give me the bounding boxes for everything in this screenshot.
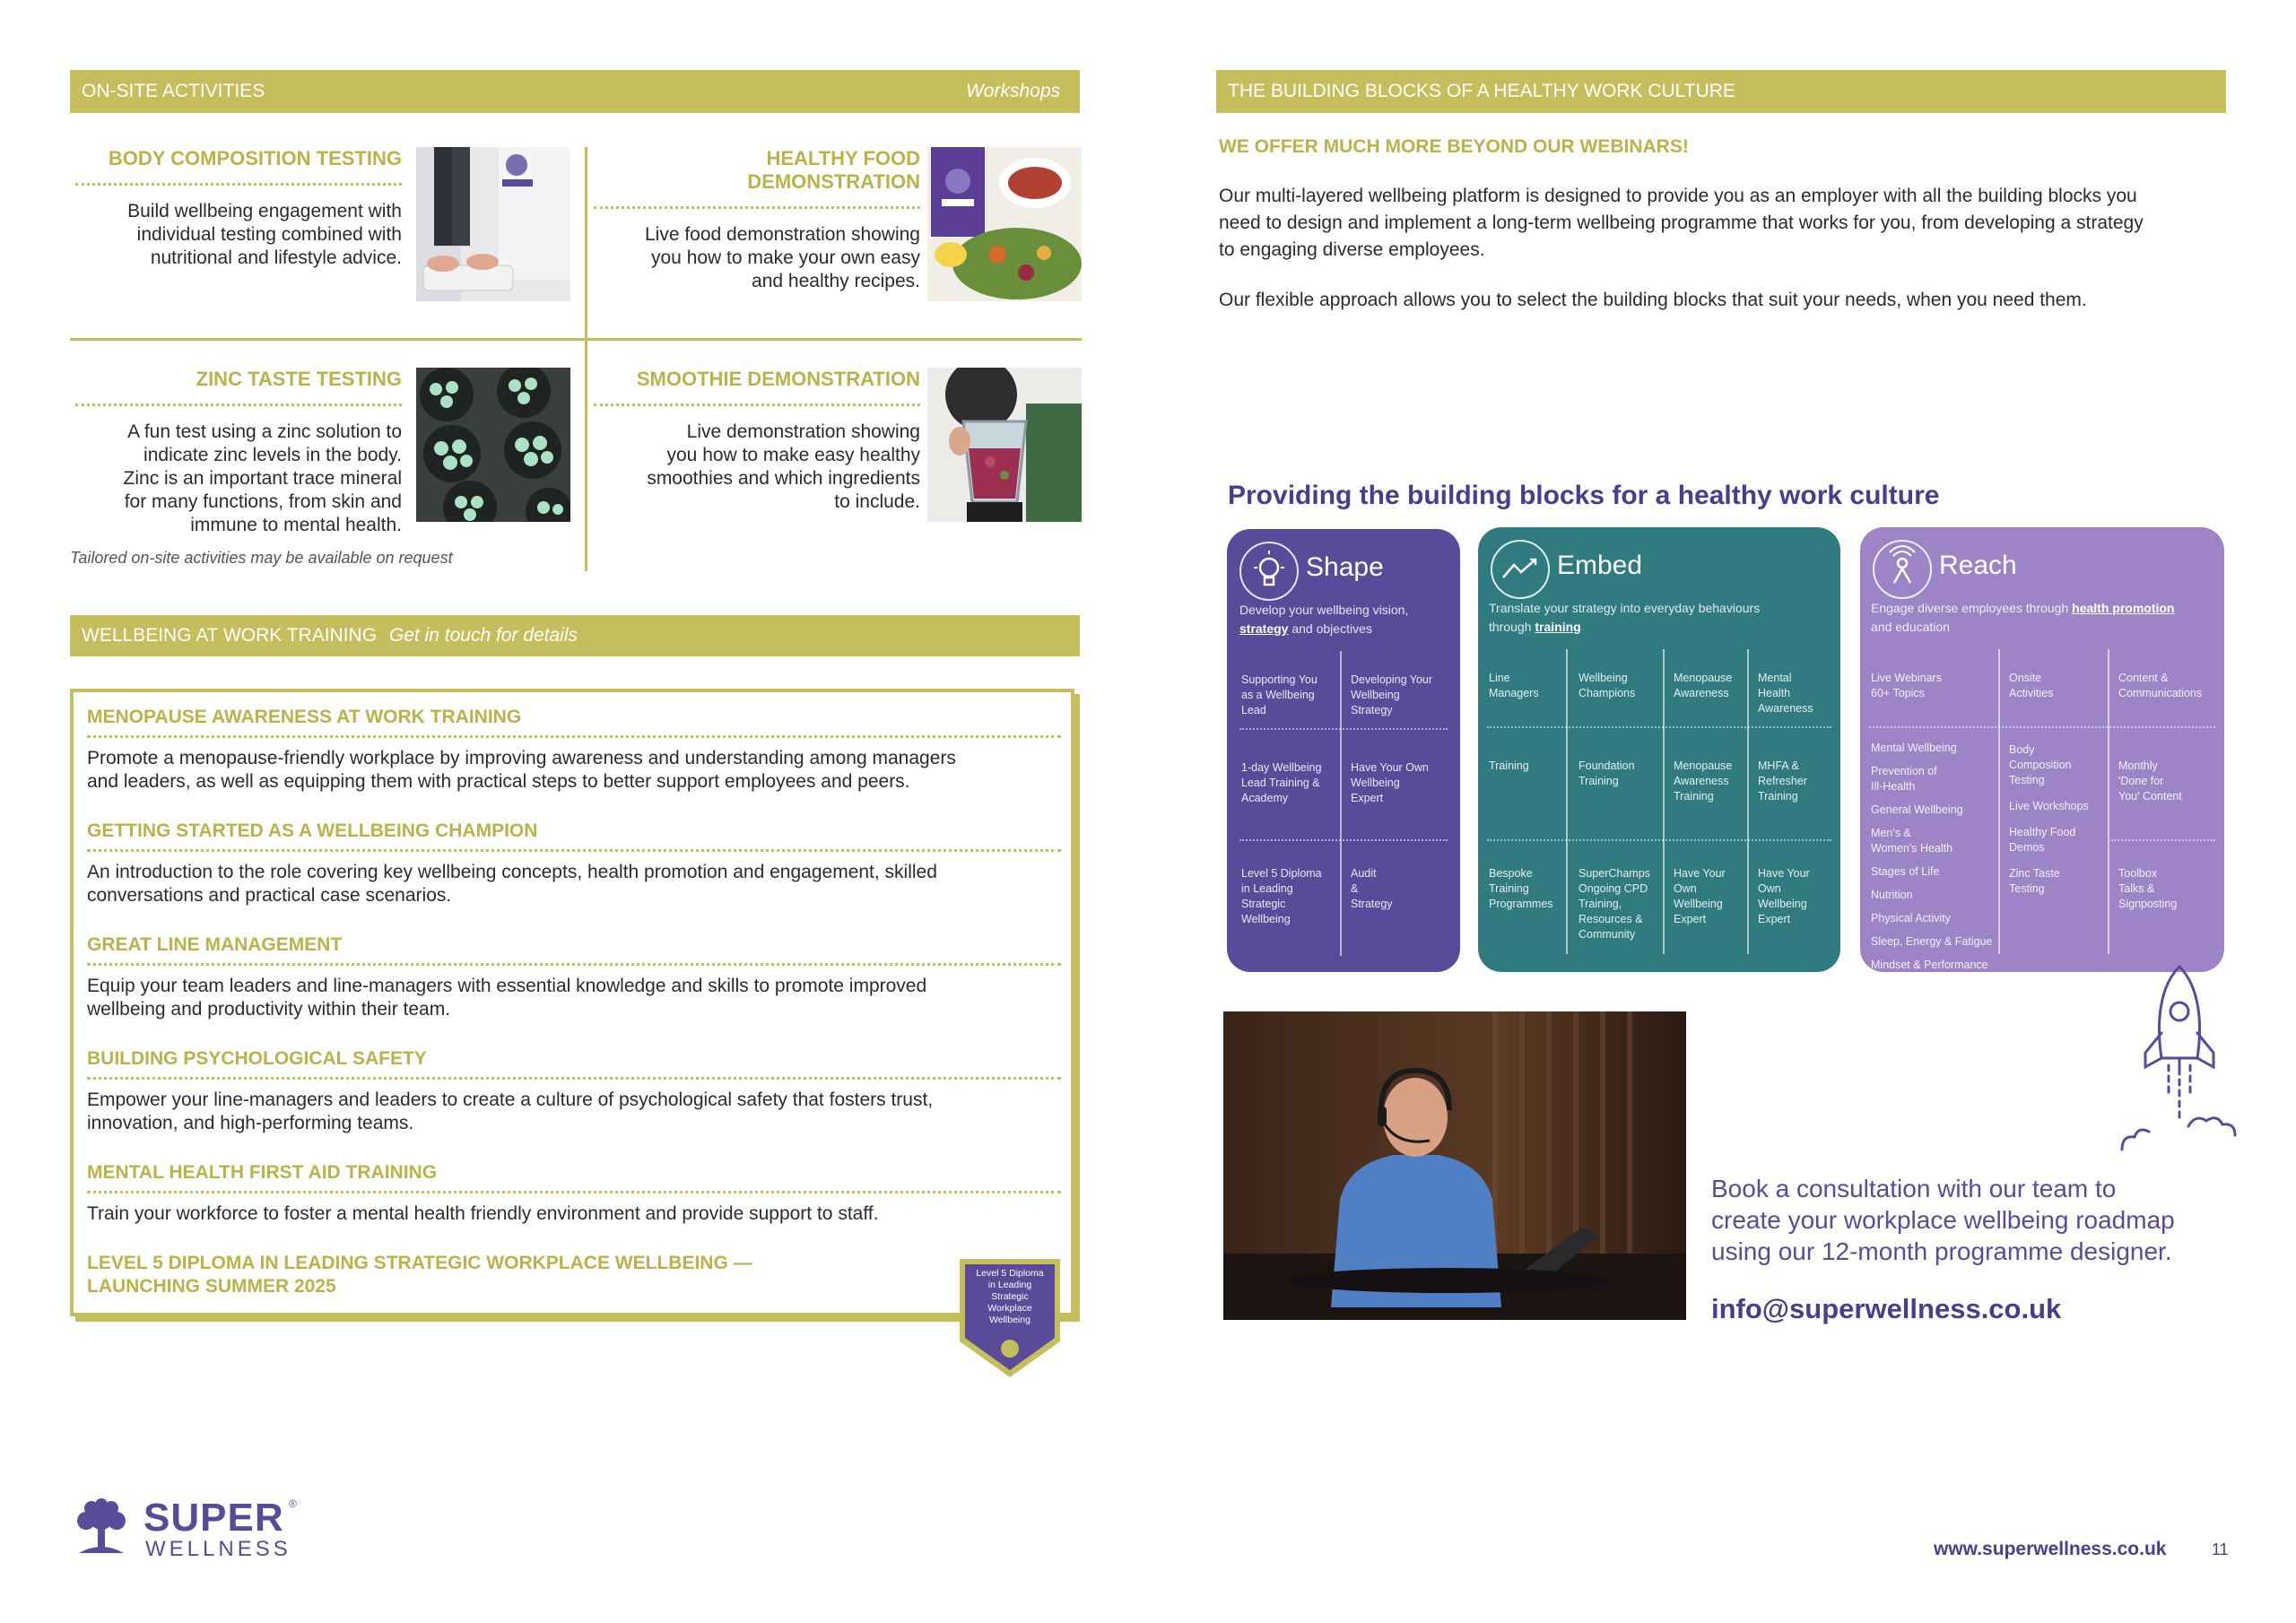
shape-title: Shape — [1306, 552, 1384, 582]
training-item-mhfa — [87, 1162, 1061, 1252]
reach-card — [1860, 527, 2224, 972]
reach-onsite: Live Workshops — [2009, 800, 2089, 812]
training-title: GETTING STARTED AS A WELLBEING CHAMPION — [87, 820, 538, 841]
shape-cell: 1-day Wellbeing Lead Training & Academy — [1241, 761, 1322, 804]
footer-url[interactable]: www.superwellness.co.uk — [1934, 1539, 2167, 1559]
dotted-rule — [87, 1191, 1061, 1193]
lightbulb-icon — [1239, 542, 1299, 601]
training-title: GREAT LINE MANAGEMENT — [87, 934, 343, 955]
reach-topic: Mental Wellbeing — [1871, 742, 1957, 754]
body-composition-photo — [416, 147, 570, 301]
shape-cell: Have Your Own Wellbeing Expert — [1351, 761, 1429, 804]
logo-wellness: WELLNESS — [145, 1537, 291, 1561]
training-title: BUILDING PSYCHOLOGICAL SAFETY — [87, 1048, 427, 1069]
dotted-rule — [87, 735, 1061, 738]
activity-title: BODY COMPOSITION TESTING — [108, 147, 402, 169]
superwellness-logo — [70, 1496, 303, 1562]
activity-smoothie — [594, 368, 920, 514]
training-list — [87, 707, 1061, 1298]
activity-text: Live demonstration showing you how to make easy healthy smoothies and which ingredients to include. — [647, 421, 920, 512]
onsite-note: Tailored on-site activities may be available on request — [70, 549, 453, 567]
embed-cell: MHFA & Refresher Training — [1758, 759, 1807, 803]
level5-badge — [956, 1255, 1064, 1381]
email-link[interactable]: info@superwellness.co.uk — [1711, 1293, 2062, 1324]
activity-title: SMOOTHIE DEMONSTRATION — [636, 368, 920, 390]
level5-diploma-title: LEVEL 5 DIPLOMA IN LEADING STRATEGIC WORKPLACE WELLBEING — LAUNCHING SUMMER 2025 — [87, 1253, 752, 1297]
building-blocks-header: THE BUILDING BLOCKS OF A HEALTHY WORK CULTURE — [1216, 70, 2226, 113]
training-text: An introduction to the role covering key wellbeing concepts, health promotion and engagement, skilled conversations and practical case scenarios. — [87, 862, 937, 906]
reach-title: Reach — [1939, 551, 2017, 580]
reach-onsite: Zinc Taste Testing — [2009, 867, 2060, 895]
reach-topic: Sleep, Energy & Fatigue — [1871, 935, 1993, 948]
reach-onsite-column — [2009, 742, 2102, 897]
training-header — [70, 615, 1080, 656]
training-text: Empower your line-managers and leaders to create a culture of psychological safety that fosters trust, innovation, and high-performing teams. — [87, 1089, 934, 1133]
reach-topic: Mindset & Performance — [1871, 959, 1988, 971]
embed-cell: Foundation Training — [1578, 759, 1635, 787]
shape-cell: Audit & Strategy — [1351, 867, 1393, 910]
training-title: MENOPAUSE AWARENESS AT WORK TRAINING — [87, 707, 522, 727]
embed-cell: Have Your Own Wellbeing Expert — [1758, 867, 1810, 925]
embed-title: Embed — [1557, 551, 1643, 580]
growth-chart-icon — [1491, 540, 1550, 599]
reach-onsite: Body Composition Testing — [2009, 743, 2072, 786]
dotted-rule — [87, 849, 1061, 852]
zinc-test-photo — [416, 368, 570, 522]
onsite-header-title: ON-SITE ACTIVITIES — [82, 81, 265, 101]
shape-card — [1227, 529, 1460, 972]
reach-topic: Men's & Women's Health — [1871, 827, 1953, 855]
onsite-activities-header — [70, 70, 1080, 113]
rocket-icon — [2117, 959, 2242, 1157]
training-text: Promote a menopause-friendly workplace by improving awareness and understanding among managers and leaders, as well as equipping them with practical steps to better support employees and peers. — [87, 748, 956, 792]
activity-body-composition — [75, 147, 402, 270]
reach-topic: Physical Activity — [1871, 912, 1951, 924]
reach-onsite: Healthy Food Demos — [2009, 826, 2076, 854]
embed-card — [1478, 527, 1840, 972]
tree-icon — [70, 1497, 133, 1560]
training-title: MENTAL HEALTH FIRST AID TRAINING — [87, 1162, 438, 1183]
reach-cell: Live Webinars 60+ Topics — [1871, 672, 1942, 699]
reach-cell: Content & Communications — [2118, 672, 2203, 699]
reach-topics-column — [1871, 741, 1996, 972]
embed-cell: Mental Health Awareness — [1758, 672, 1813, 715]
embed-cell: Bespoke Training Programmes — [1489, 867, 1553, 910]
activity-text: Build wellbeing engagement with individual testing combined with nutritional and lifestyle advice. — [127, 201, 402, 268]
training-item-line-management — [87, 934, 1061, 1048]
onsite-header-right: Workshops — [965, 81, 1060, 101]
badge-text: Level 5 Diploma in Leading Strategic Workplace Wellbeing — [976, 1268, 1044, 1325]
reach-topic: Stages of Life — [1871, 865, 1940, 878]
smoothie-photo — [927, 368, 1082, 522]
embed-cell: Menopause Awareness Training — [1674, 759, 1733, 803]
activities-vertical-divider — [585, 147, 587, 571]
reach-topic: General Wellbeing — [1871, 803, 1963, 816]
embed-cell: Have Your Own Wellbeing Expert — [1674, 867, 1726, 925]
activity-title: ZINC TASTE TESTING — [196, 368, 402, 390]
activity-healthy-food — [594, 147, 920, 293]
dotted-rule — [87, 963, 1061, 966]
embed-subtitle: Translate your strategy into everyday behaviours through training — [1489, 601, 1761, 634]
reach-cell: Toolbox Talks & Signposting — [2118, 867, 2178, 910]
training-text: Train your workforce to foster a mental health friendly environment and provide support to staff. — [87, 1203, 879, 1224]
training-item-psych-safety — [87, 1048, 1061, 1162]
embed-cell: Training — [1489, 759, 1529, 772]
healthy-food-photo — [927, 147, 1082, 301]
reach-topic: Prevention of Ill-Health — [1871, 765, 1937, 793]
dotted-rule — [75, 183, 402, 186]
offer-subhead: WE OFFER MUCH MORE BEYOND OUR WEBINARS! — [1219, 136, 1689, 157]
blocks-title: Providing the building blocks for a healthy work culture — [1228, 481, 1940, 510]
flexible-paragraph: Our flexible approach allows you to select the building blocks that suit your needs, when you need them. — [1219, 290, 2087, 310]
training-text: Equip your team leaders and line-managers with essential knowledge and skills to promote improved wellbeing and productivity within their team. — [87, 976, 927, 1020]
cta-text: Book a consultation with our team to create your workplace wellbeing roadmap using our 12-month programme designer. — [1711, 1175, 2175, 1265]
reach-subtitle: Engage diverse employees through health promotion and education — [1871, 601, 2175, 634]
logo-reg-mark: ® — [289, 1497, 297, 1510]
training-item-menopause — [87, 707, 1061, 820]
embed-cell: Line Managers — [1489, 672, 1539, 699]
shape-cell: Developing Your Wellbeing Strategy — [1351, 673, 1433, 716]
activity-text: A fun test using a zinc solution to indicate zinc levels in the body. Zinc is an important trace mineral for many functions, from skin and immune to mental health. — [123, 421, 402, 535]
activity-zinc-taste — [75, 368, 402, 537]
training-header-note: Get in touch for details — [388, 625, 578, 646]
training-header-title: WELLBEING AT WORK TRAINING — [82, 625, 378, 646]
embed-cell: Wellbeing Champions — [1578, 672, 1636, 699]
training-item-wellbeing-champion — [87, 820, 1061, 934]
dotted-rule — [75, 404, 402, 406]
dotted-rule — [594, 404, 920, 406]
consultant-photo — [1223, 1011, 1686, 1320]
activity-title: HEALTHY FOOD DEMONSTRATION — [747, 147, 920, 193]
reach-cell: Monthly 'Done for You' Content — [2118, 759, 2182, 803]
logo-super: SUPER — [144, 1496, 284, 1540]
reach-topic: Nutrition — [1871, 889, 1913, 901]
broadcast-person-icon — [1873, 540, 1932, 599]
page-number: 11 — [2212, 1541, 2229, 1558]
shape-subtitle: Develop your wellbeing vision, strategy and objectives — [1239, 603, 1409, 636]
shape-cell: Supporting You as a Wellbeing Lead — [1241, 673, 1318, 716]
embed-cell: Menopause Awareness — [1674, 672, 1733, 699]
activity-text: Live food demonstration showing you how to make your own easy and healthy recipes. — [644, 224, 920, 291]
dotted-rule — [594, 206, 920, 209]
intro-paragraph: Our multi-layered wellbeing platform is designed to provide you as an employer with all the building blocks you need to design and implement a long-term wellbeing programme that works for you, from developing a strategy to engaging diverse employees. — [1219, 186, 2144, 260]
reach-cell: Onsite Activities — [2009, 672, 2054, 699]
shape-cell: Level 5 Diploma in Leading Strategic Wellbeing — [1241, 867, 1322, 925]
embed-cell: SuperChamps Ongoing CPD Training, Resources & Community — [1578, 867, 1650, 941]
dotted-rule — [87, 1077, 1061, 1080]
activities-horizontal-divider — [70, 338, 1082, 341]
